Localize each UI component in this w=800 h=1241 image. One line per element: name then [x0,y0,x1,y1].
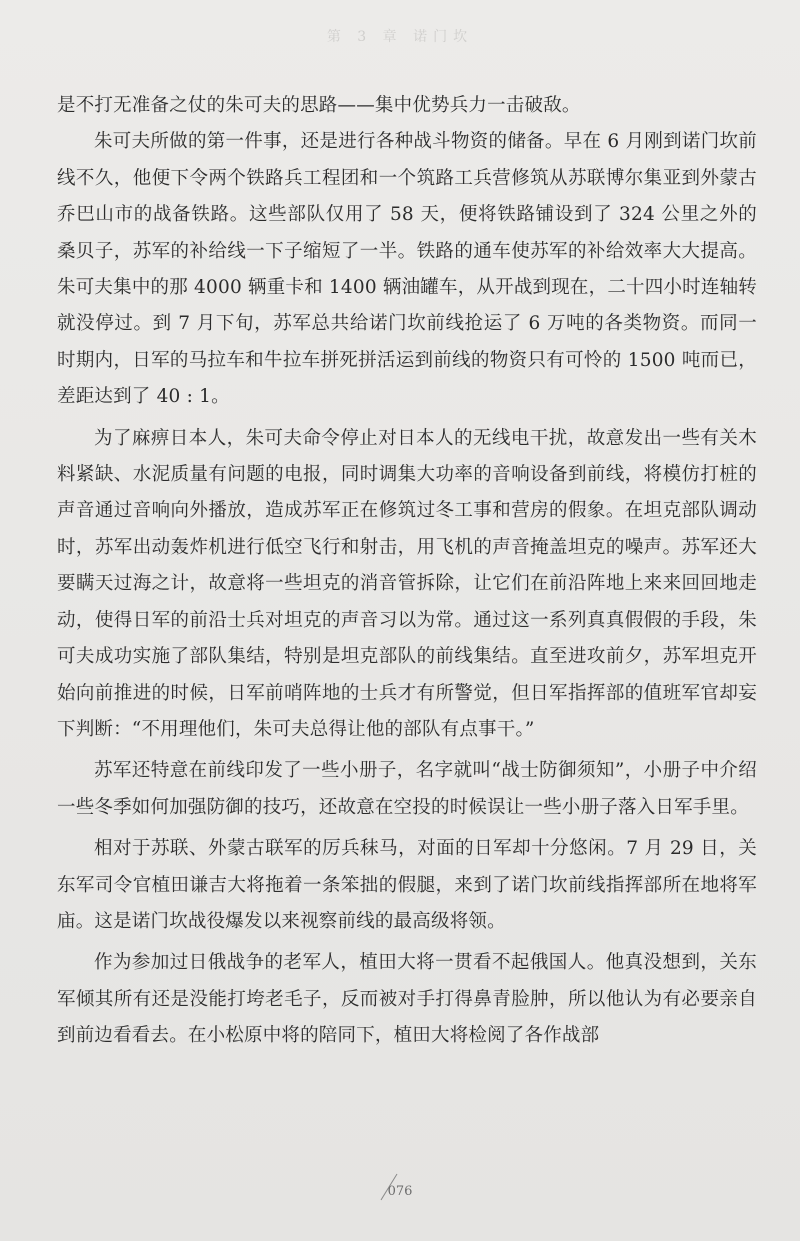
paragraph-4: 苏军还特意在前线印发了一些小册子，名字就叫“战士防御须知”，小册子中介绍一些冬季如何加强防御的技巧，还故意在空投的时候误让一些小册子落入日军手里。 [57,760,757,818]
running-header: 第 3 章 诺门坎 [326,29,474,45]
body-text [57,88,757,1055]
paragraph-1: 是不打无准备之仗的朱可夫的思路——集中优势兵力一击破敌。 [57,95,581,116]
page-number: 076 [387,1184,413,1199]
paragraph-5: 相对于苏联、外蒙古联军的厉兵秣马，对面的日军却十分悠闲。7 月 29 日，关东军司令官植田谦吉大将拖着一条笨拙的假腿，来到了诺门坎前线指挥部所在地将军庙。这是诺门坎战役爆发以来视察前线的最高级将领。 [57,838,757,932]
paragraph-3: 为了麻痹日本人，朱可夫命令停止对日本人的无线电干扰，故意发出一些有关木料紧缺、水泥质量有问题的电报，同时调集大功率的音响设备到前线，将模仿打桩的声音通过音响向外播放，造成苏军正在修筑过冬工事和营房的假象。在坦克部队调动时，苏军出动轰炸机进行低空飞行和射击，用飞机的声音掩盖坦克的噪声。苏军还大要瞒天过海之计，故意将一些坦克的消音管拆除，让它们在前沿阵地上来来回回地走动，使得日军的前沿士兵对坦克的声音习以为常。通过这一系列真真假假的手段，朱可夫成功实施了部队集结，特别是坦克部队的前线集结。直至进攻前夕，苏军坦克开始向前推进的时候，日军前哨阵地的士兵才有所警觉，但日军指挥部的值班军官却妄下判断：“不用理他们，朱可夫总得让他的部队有点事干。” [57,427,757,740]
paragraph-6: 作为参加过日俄战争的老军人，植田大将一贯看不起俄国人。他真没想到，关东军倾其所有还是没能打垮老毛子，反而被对手打得鼻青脸肿，所以他认为有必要亲自到前边看看去。在小松原中将的陪同下，植田大将检阅了各作战部 [57,952,757,1047]
paragraph-2: 朱可夫所做的第一件事，还是进行各种战斗物资的储备。早在 6 月刚到诺门坎前线不久，他便下令两个铁路兵工程团和一个筑路工兵营修筑从苏联博尔集亚到外蒙古乔巴山市的战备铁路。这些部队仅用了 58 天，便将铁路铺设到了 324 公里之外的桑贝子，苏军的补给线一下子缩短了一半。铁路的通车使苏军的补给效率大大提高。朱可夫集中的那 4000 辆重卡和 1400 辆油罐车，从开战到现在，二十四小时连轴转就没停过。到 7 月下旬，苏军总共给诺门坎前线抢运了 6 万吨的各类物资。而同一时期内，日军的马拉车和牛拉车拼死拼活运到前线的物资只有可怜的 1500 吨而已，差距达到了 40 : 1。 [57,131,757,408]
